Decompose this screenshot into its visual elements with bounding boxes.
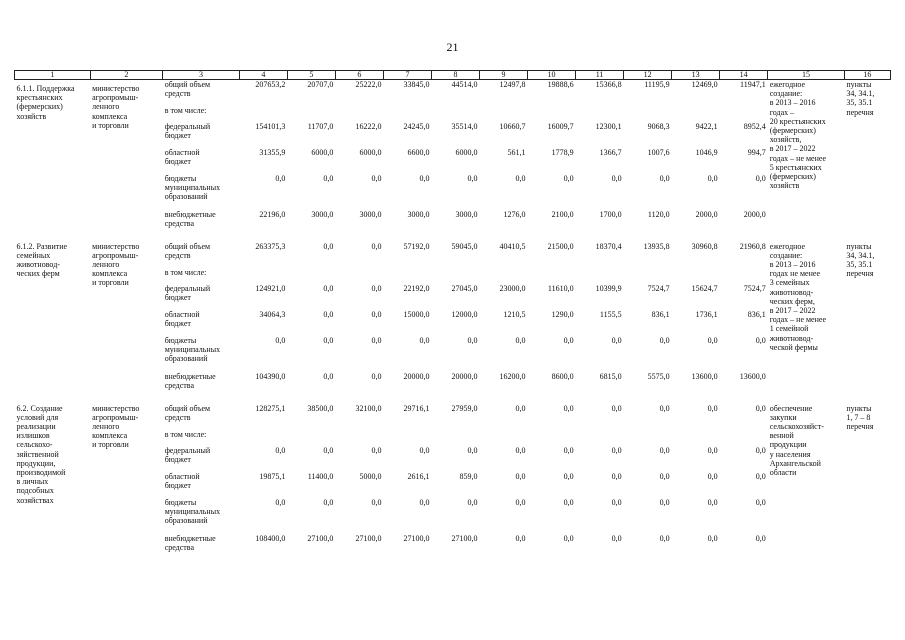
amount-cell (480, 106, 528, 122)
amount-cell (383, 268, 431, 284)
amount-cell: 31355,9 (259, 147, 286, 157)
amount-cell: 11610,0 (547, 283, 574, 293)
amount-cell: 15366,8 (595, 80, 622, 89)
amount-cell: 0,0 (323, 445, 334, 455)
amount-cell: 44514,0 (451, 80, 478, 89)
amount-cell: 108400,0 (255, 533, 286, 543)
amount-cell: 0,0 (467, 335, 478, 345)
amount-cell (624, 106, 672, 122)
amount-cell: 859,0 (459, 471, 478, 481)
amount-cell: 32100,0 (355, 403, 382, 413)
amount-cell: 18370,4 (595, 241, 622, 251)
amount-cell: 0,0 (755, 497, 766, 507)
column-number: 8 (431, 71, 479, 80)
amount-cell: 16009,7 (547, 121, 574, 131)
amount-cell: 1155,5 (599, 309, 622, 319)
amount-cell: 0,0 (371, 371, 382, 381)
amount-cell: 0,0 (515, 533, 526, 543)
amount-cell: 0,0 (611, 471, 622, 481)
measure-name-cell: 6.2. Создание условий для реализации излишков сельскохо- зяйственной продукции, производимой в личных подсобных хозяйствах (16, 403, 66, 505)
column-number: 7 (383, 71, 431, 80)
amount-cell: 27045,0 (451, 283, 478, 293)
funding-source-label: областной бюджет (164, 471, 200, 490)
amount-cell (528, 268, 576, 284)
amount-cell: 0,0 (323, 241, 334, 251)
amount-cell: 27100,0 (451, 533, 478, 543)
amount-cell (576, 430, 624, 446)
measure-name-cell: 6.1.2. Развитие семейных животновод- ческих ферм (16, 241, 68, 279)
amount-cell: 0,0 (323, 309, 334, 319)
funding-source-label: федеральный бюджет (164, 445, 211, 464)
amount-cell: 13600,0 (691, 371, 718, 381)
amount-cell (239, 106, 287, 122)
expected-result-cell: обеспечение закупки сельскохозяйст- венной продукции у населения Архангельской области (769, 403, 824, 477)
amount-cell: 59045,0 (451, 241, 478, 251)
column-number: 4 (239, 71, 287, 80)
amount-cell: 124921,0 (255, 283, 286, 293)
amount-cell: 20000,0 (403, 371, 430, 381)
amount-cell: 34064,3 (259, 309, 286, 319)
amount-cell: 11195,9 (644, 80, 670, 89)
amount-cell: 0,0 (323, 371, 334, 381)
amount-cell: 0,0 (659, 533, 670, 543)
amount-cell: 40410,5 (499, 241, 526, 251)
amount-cell: 6000,0 (359, 147, 382, 157)
column-number: 11 (576, 71, 624, 80)
amount-cell: 0,0 (323, 497, 334, 507)
amount-cell: 0,0 (707, 533, 718, 543)
amount-cell: 0,0 (515, 173, 526, 183)
column-number: 3 (163, 71, 240, 80)
amount-cell: 1120,0 (647, 209, 670, 219)
amount-cell: 0,0 (419, 335, 430, 345)
amount-cell: 0,0 (371, 445, 382, 455)
amount-cell: 0,0 (659, 403, 670, 413)
amount-cell: 15000,0 (403, 309, 430, 319)
amount-cell: 0,0 (515, 497, 526, 507)
amount-cell (335, 106, 383, 122)
amount-cell: 20707,0 (307, 80, 334, 89)
amount-cell: 22196,0 (259, 209, 286, 219)
column-number: 15 (768, 71, 845, 80)
links-cell: пункты 34, 34.1, 35, 35.1 перечня (846, 80, 875, 117)
amount-cell (239, 268, 287, 284)
amount-cell: 0,0 (371, 335, 382, 345)
amount-cell: 13600,0 (739, 371, 766, 381)
amount-cell: 561,1 (507, 147, 526, 157)
amount-cell: 11400,0 (307, 471, 334, 481)
amount-cell: 38500,0 (307, 403, 334, 413)
amount-cell: 7524,7 (647, 283, 670, 293)
amount-cell: 1046,9 (695, 147, 718, 157)
amount-cell: 0,0 (659, 445, 670, 455)
amount-cell (720, 106, 768, 122)
amount-cell: 27100,0 (403, 533, 430, 543)
amount-cell: 10660,7 (499, 121, 526, 131)
amount-cell: 263375,3 (255, 241, 286, 251)
column-number: 2 (90, 71, 163, 80)
links-cell: пункты 1, 7 – 8 перечня (846, 403, 874, 431)
amount-cell: 0,0 (755, 445, 766, 455)
amount-cell: 30960,8 (691, 241, 718, 251)
expected-result-cell: ежегодное создание: в 2013 – 2016 годах не менее 3 семейных животновод- ческих ферм, в 2017 – 2022 годах – не менее 1 семейной животновод- ческой фермы (769, 241, 826, 352)
amount-cell: 21500,0 (547, 241, 574, 251)
amount-cell: 23000,0 (499, 283, 526, 293)
amount-cell: 836,1 (651, 309, 670, 319)
amount-cell: 836,1 (747, 309, 766, 319)
funding-source-label: областной бюджет (164, 309, 200, 328)
amount-cell: 12469,0 (691, 80, 718, 89)
column-number: 12 (624, 71, 672, 80)
amount-cell (431, 268, 479, 284)
amount-cell: 0,0 (419, 497, 430, 507)
amount-cell: 0,0 (755, 403, 766, 413)
executor-cell: министерство агропромыш- ленного комплекса и торговли (92, 403, 140, 450)
amount-cell (287, 106, 335, 122)
amount-cell: 0,0 (371, 173, 382, 183)
amount-cell: 0,0 (563, 471, 574, 481)
amount-cell: 6600,0 (407, 147, 430, 157)
amount-cell: 0,0 (563, 173, 574, 183)
amount-cell: 0,0 (755, 335, 766, 345)
amount-cell: 19875,1 (259, 471, 286, 481)
page-number: 21 (446, 40, 459, 54)
amount-cell (672, 430, 720, 446)
amount-cell: 3000,0 (455, 209, 478, 219)
amount-cell: 11947,1 (739, 80, 766, 89)
amount-cell: 154101,3 (255, 121, 286, 131)
amount-cell: 27959,0 (451, 403, 478, 413)
amount-cell: 33845,0 (403, 80, 430, 89)
amount-cell: 20000,0 (451, 371, 478, 381)
funding-source-label: в том числе: (164, 267, 207, 277)
funding-source-label: внебюджетные средства (164, 209, 216, 228)
table-row (15, 242, 891, 268)
amount-cell: 0,0 (611, 533, 622, 543)
funding-source-label: общий объем средств (164, 241, 211, 260)
amount-cell: 0,0 (467, 445, 478, 455)
amount-cell: 9068,3 (647, 121, 670, 131)
amount-cell (576, 106, 624, 122)
amount-cell: 0,0 (659, 497, 670, 507)
amount-cell: 1290,0 (551, 309, 574, 319)
amount-cell: 3000,0 (407, 209, 430, 219)
amount-cell: 12000,0 (451, 309, 478, 319)
amount-cell: 0,0 (275, 335, 286, 345)
amount-cell: 3000,0 (359, 209, 382, 219)
funding-source-label: областной бюджет (164, 147, 200, 166)
column-number: 5 (287, 71, 335, 80)
amount-cell: 12497,8 (499, 80, 526, 89)
amount-cell (431, 430, 479, 446)
amount-cell: 0,0 (563, 335, 574, 345)
amount-cell: 0,0 (755, 173, 766, 183)
amount-cell: 0,0 (563, 445, 574, 455)
amount-cell: 22192,0 (403, 283, 430, 293)
amount-cell: 0,0 (563, 497, 574, 507)
amount-cell: 0,0 (275, 173, 286, 183)
amount-cell: 24245,0 (403, 121, 430, 131)
amount-cell: 0,0 (707, 445, 718, 455)
amount-cell: 0,0 (467, 497, 478, 507)
amount-cell: 3000,0 (311, 209, 334, 219)
amount-cell: 0,0 (275, 445, 286, 455)
amount-cell: 19888,6 (547, 80, 574, 89)
amount-cell: 0,0 (515, 445, 526, 455)
table-row (15, 80, 891, 106)
amount-cell: 15624,7 (691, 283, 718, 293)
amount-cell: 0,0 (707, 471, 718, 481)
funding-source-label: федеральный бюджет (164, 121, 211, 140)
amount-cell: 0,0 (323, 173, 334, 183)
amount-cell: 1276,0 (503, 209, 526, 219)
amount-cell: 0,0 (611, 403, 622, 413)
amount-cell: 5575,0 (647, 371, 670, 381)
amount-cell (383, 430, 431, 446)
amount-cell: 0,0 (707, 335, 718, 345)
amount-cell (480, 268, 528, 284)
amount-cell: 0,0 (515, 471, 526, 481)
amount-cell: 0,0 (467, 173, 478, 183)
column-number: 14 (720, 71, 768, 80)
column-number: 1 (15, 71, 91, 80)
amount-cell: 2000,0 (695, 209, 718, 219)
amount-cell: 27100,0 (355, 533, 382, 543)
column-number: 9 (480, 71, 528, 80)
amount-cell (672, 106, 720, 122)
amount-cell: 11707,0 (307, 121, 334, 131)
amount-cell: 25222,0 (355, 80, 382, 89)
amount-cell: 0,0 (611, 173, 622, 183)
amount-cell: 2000,0 (743, 209, 766, 219)
amount-cell: 16222,0 (355, 121, 382, 131)
amount-cell: 0,0 (563, 403, 574, 413)
amount-cell: 16200,0 (499, 371, 526, 381)
amount-cell (624, 430, 672, 446)
amount-cell: 0,0 (323, 335, 334, 345)
amount-cell: 0,0 (419, 445, 430, 455)
links-cell: пункты 34, 34.1, 35, 35.1 перечня (846, 241, 875, 279)
amount-cell: 0,0 (515, 335, 526, 345)
amount-cell: 27100,0 (307, 533, 334, 543)
amount-cell (528, 430, 576, 446)
funding-source-label: бюджеты муниципальных образований (164, 335, 221, 363)
funding-source-label: бюджеты муниципальных образований (164, 497, 221, 525)
column-number: 6 (335, 71, 383, 80)
amount-cell: 29716,1 (403, 403, 430, 413)
amount-cell: 0,0 (659, 173, 670, 183)
amount-cell: 6000,0 (311, 147, 334, 157)
amount-cell: 1778,9 (551, 147, 574, 157)
amount-cell: 0,0 (755, 533, 766, 543)
amount-cell: 2616,1 (407, 471, 430, 481)
amount-cell: 0,0 (755, 471, 766, 481)
amount-cell: 0,0 (659, 335, 670, 345)
amount-cell: 10399,9 (595, 283, 622, 293)
amount-cell: 6000,0 (455, 147, 478, 157)
amount-cell: 0,0 (563, 533, 574, 543)
amount-cell: 2100,0 (551, 209, 574, 219)
amount-cell (576, 268, 624, 284)
amount-cell: 0,0 (371, 283, 382, 293)
amount-cell (720, 268, 768, 284)
column-number: 16 (844, 71, 890, 80)
amount-cell: 7524,7 (743, 283, 766, 293)
funding-source-label: общий объем средств (164, 80, 211, 99)
amount-cell: 1736,1 (695, 309, 718, 319)
amount-cell: 0,0 (611, 497, 622, 507)
amount-cell: 21960,8 (739, 241, 766, 251)
amount-cell: 0,0 (707, 403, 718, 413)
amount-cell: 8952,4 (743, 121, 766, 131)
amount-cell (287, 430, 335, 446)
column-number: 10 (528, 71, 576, 80)
table-row (15, 404, 891, 430)
amount-cell: 0,0 (323, 283, 334, 293)
amount-cell (720, 430, 768, 446)
amount-cell: 207653,2 (255, 80, 286, 89)
funding-source-label: внебюджетные средства (164, 371, 216, 390)
amount-cell: 35514,0 (451, 121, 478, 131)
amount-cell: 0,0 (611, 335, 622, 345)
amount-cell: 0,0 (275, 497, 286, 507)
funding-source-label: бюджеты муниципальных образований (164, 173, 221, 201)
amount-cell: 0,0 (659, 471, 670, 481)
amount-cell: 104390,0 (255, 371, 286, 381)
amount-cell: 128275,1 (255, 403, 286, 413)
amount-cell (335, 268, 383, 284)
amount-cell: 1700,0 (599, 209, 622, 219)
amount-cell: 0,0 (515, 403, 526, 413)
amount-cell: 1007,6 (647, 147, 670, 157)
funding-source-label: общий объем средств (164, 403, 211, 422)
amount-cell: 1210,5 (503, 309, 526, 319)
amount-cell: 994,7 (747, 147, 766, 157)
amount-cell: 0,0 (419, 173, 430, 183)
amount-cell (239, 430, 287, 446)
amount-cell (480, 430, 528, 446)
amount-cell (624, 268, 672, 284)
column-number: 13 (672, 71, 720, 80)
funding-source-label: внебюджетные средства (164, 533, 216, 552)
amount-cell (335, 430, 383, 446)
header-row (15, 71, 891, 80)
executor-cell: министерство агропромыш- ленного комплекса и торговли (92, 84, 140, 130)
amount-cell: 12300,1 (595, 121, 622, 131)
amount-cell: 0,0 (371, 497, 382, 507)
budget-table (14, 70, 891, 560)
funding-source-label: в том числе: (164, 429, 207, 439)
expected-result-cell: ежегодное создание: в 2013 – 2016 годах – 20 крестьянских (фермерских) хозяйств, в 2017 – 2022 годах – не менее 5 крестьянских (фермерских) хозяйств (769, 80, 826, 191)
amount-cell: 0,0 (371, 309, 382, 319)
executor-cell: министерство агропромыш- ленного комплекса и торговли (92, 241, 140, 288)
amount-cell: 0,0 (371, 241, 382, 251)
amount-cell: 13935,8 (643, 241, 670, 251)
amount-cell: 8600,0 (551, 371, 574, 381)
amount-cell (431, 106, 479, 122)
amount-cell (528, 106, 576, 122)
amount-cell: 6815,0 (599, 371, 622, 381)
amount-cell (672, 268, 720, 284)
amount-cell (287, 268, 335, 284)
amount-cell: 5000,0 (359, 471, 382, 481)
amount-cell (383, 106, 431, 122)
amount-cell: 9422,1 (695, 121, 718, 131)
funding-source-label: в том числе: (164, 105, 207, 115)
amount-cell: 0,0 (707, 497, 718, 507)
funding-source-label: федеральный бюджет (164, 283, 211, 302)
amount-cell: 57192,0 (403, 241, 430, 251)
measure-name-cell: 6.1.1. Поддержка крестьянских (фермерских) хозяйств (16, 84, 75, 121)
amount-cell: 0,0 (707, 173, 718, 183)
amount-cell: 1366,7 (599, 147, 622, 157)
amount-cell: 0,0 (611, 445, 622, 455)
